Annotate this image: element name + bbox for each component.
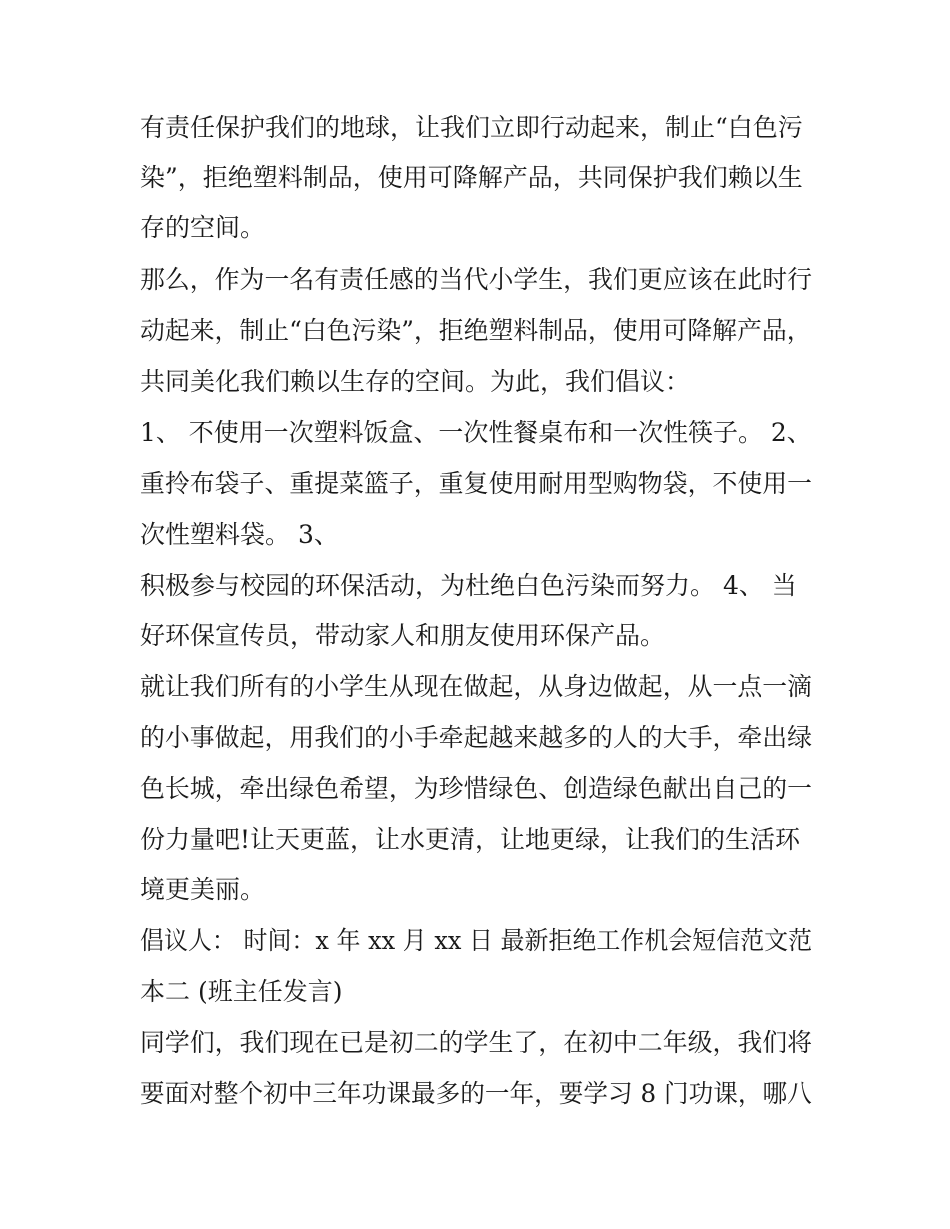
text-line: 色长城，牵出绿色希望，为珍惜绿色、创造绿色献出自己的一: [140, 774, 813, 803]
text-line: 好环保宣传员，带动家人和朋友使用环保产品。: [140, 621, 666, 650]
text-line: 染”，拒绝塑料制品，使用可降解产品，共同保护我们赖以生: [140, 163, 803, 192]
text-line: 次性塑料袋。 3、: [140, 520, 339, 549]
text-line: 本二 (班主任发言): [140, 977, 343, 1006]
text-line: 积极参与校园的环保活动，为杜绝白色污染而努力。 4、 当: [140, 571, 797, 600]
text-line: 有责任保护我们的地球，让我们立即行动起来，制止“白色污: [140, 113, 803, 142]
text-line: 重拎布袋子、重提菜篮子，重复使用耐用型购物袋，不使用一: [140, 469, 813, 498]
text-line: 存的空间。: [140, 213, 266, 242]
text-line: 1、 不使用一次塑料饭盒、一次性餐桌布和一次性筷子。 2、: [140, 418, 812, 447]
text-line: 份力量吧!让天更蓝，让水更清，让地更绿，让我们的生活环: [140, 825, 801, 854]
text-line: 境更美丽。: [140, 875, 266, 904]
text-line: 的小事做起，用我们的小手牵起越来越多的人的大手，牵出绿: [140, 723, 813, 752]
text-line: 倡议人： 时间：x 年 xx 月 xx 日 最新拒绝工作机会短信范文范: [140, 926, 813, 955]
text-line: 就让我们所有的小学生从现在做起，从身边做起，从一点一滴: [140, 672, 813, 701]
text-line: 动起来，制止“白色污染”，拒绝塑料制品，使用可降解产品，: [140, 316, 812, 345]
text-line: 共同美化我们赖以生存的空间。为此，我们倡议：: [140, 367, 691, 396]
text-line: 要面对整个初中三年功课最多的一年，要学习 8 门功课，哪八: [140, 1079, 812, 1108]
text-line: 那么，作为一名有责任感的当代小学生，我们更应该在此时行: [140, 265, 813, 294]
text-line: 同学们，我们现在已是初二的学生了，在初中二年级，我们将: [140, 1028, 813, 1057]
